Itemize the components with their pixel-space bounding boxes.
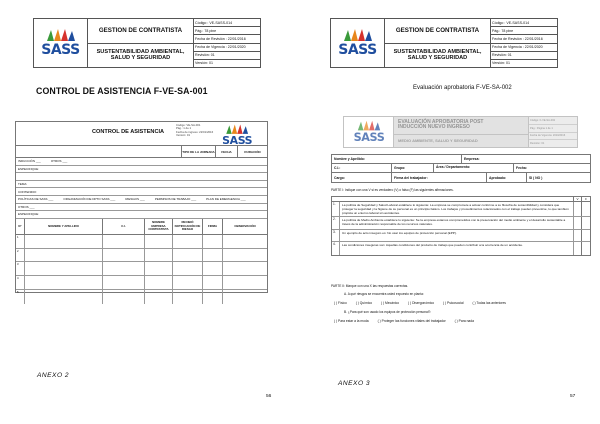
row-number: 4	[16, 276, 25, 289]
option: ( ) Mecánico	[380, 301, 400, 305]
tf-header-spacer	[332, 197, 574, 201]
field-signature: Firma del trabajador:	[392, 173, 487, 182]
field-position: Cargo:	[332, 173, 392, 182]
header-meta-revision: Revisión: 01	[194, 52, 260, 60]
form-title: CONTROL DE ASISTENCIA	[92, 129, 165, 135]
header-logo-cell	[331, 19, 385, 67]
logo-text: SASS	[338, 42, 377, 58]
question-b-options	[334, 319, 482, 323]
info-row	[332, 155, 590, 164]
header-meta	[491, 19, 557, 67]
form-field-politicas: POLÍTICAS DE SASS ___	[18, 197, 54, 202]
form-meta-line: Fecha de ingreso: 22/01/2016	[176, 129, 214, 134]
tf-item	[332, 202, 590, 217]
logo-rays-icon	[225, 124, 250, 135]
sass-logo	[351, 119, 386, 145]
tf-cell-v	[574, 217, 582, 229]
form-row-topics	[16, 196, 267, 204]
header-meta-version: Versión: 01	[195, 61, 213, 66]
eval-meta-line: Revisión: 01	[530, 142, 545, 146]
info-row	[332, 173, 590, 182]
question-a-options	[334, 301, 514, 305]
tf-item-text: Las condiciones inseguras son: Aquellas condiciones del producto de trabajo que pueden contribuir a la ocurrencia de un accidente.	[340, 242, 574, 255]
col-signature: FIRMA	[203, 219, 223, 234]
form-field-organizacion: ORGANIZACIÓN DE DPTO SASS ___	[63, 197, 116, 202]
row-number: 5	[16, 290, 25, 304]
tf-item-text: La política de Medio Ambiente establece lo siguiente: Se la empresa estamos comprometidos con la preservación del medio ambiente y el desarrollo sustentable a través de la administración responsable de los recursos naturales.	[340, 217, 574, 229]
header-area-line2: SALUD Y SEGURIDAD	[407, 55, 468, 62]
form-header	[16, 122, 267, 146]
form-field-otros: OTROS ___	[50, 159, 68, 164]
logo-text: SASS	[222, 134, 253, 148]
form-field-otros2: OTROS ___	[18, 204, 35, 209]
option: ( ) Para nada	[454, 319, 474, 323]
header-title-cell	[385, 19, 491, 67]
eval-info-table	[331, 154, 591, 183]
table-row	[16, 235, 267, 249]
logo-rays-icon	[45, 28, 77, 42]
annex-label: ANEXO 3	[338, 380, 371, 387]
form-meta-line: Código: VE-SA-001	[176, 123, 201, 127]
form-field-especifique2: ESPECIFIQUE:	[18, 212, 40, 217]
section-title: CONTROL DE ASISTENCIA F-VE-SA-001	[36, 86, 208, 96]
header-meta-version: Versión: 01	[492, 61, 510, 66]
table-row	[16, 249, 267, 263]
logo-text: SASS	[353, 131, 384, 144]
header-area-line1: SUSTENTABILIDAD AMBIENTAL,	[96, 48, 185, 55]
tf-item-number: 1.	[332, 202, 340, 216]
eval-meta-line: Pág.: Página 1 de 1	[529, 125, 577, 133]
logo-rays-icon	[342, 28, 374, 42]
col-company: NOMBRE EMPRESA CONTRATISTA	[145, 219, 173, 234]
header-area	[88, 44, 193, 68]
part2-instruction: PARTE II: Marque con una X las respuestas correctas.	[331, 284, 409, 288]
option: ( ) Proteger las funciones vitales del trabajador	[377, 319, 446, 323]
question-b: B. ¿Para qué son usado los equipos de protección personal?:	[344, 310, 432, 314]
sass-logo	[220, 123, 254, 148]
form-field-emergencia: PLAN DE EMERGENCIA ___	[206, 197, 246, 202]
tf-cell-v	[574, 202, 582, 216]
form-row-blank	[16, 173, 267, 181]
tf-item-number: 3.	[332, 230, 340, 242]
table-row	[16, 290, 267, 304]
eval-title-line1: EVALUACIÓN APROBATORIA POST	[398, 118, 484, 125]
tf-item	[332, 230, 590, 243]
form-field-tema: TEMA:	[18, 182, 28, 187]
header-area	[385, 44, 490, 68]
logo-text: SASS	[41, 42, 80, 58]
eval-title-line2: INDUCCIÓN NUEVO INGRESO	[398, 124, 470, 131]
info-row	[332, 164, 590, 173]
header-title-cell	[88, 19, 194, 67]
tf-item	[332, 242, 590, 255]
form-category-spacer	[16, 146, 181, 157]
form-row-induction	[16, 158, 267, 166]
table-row	[16, 276, 267, 290]
right-page	[300, 0, 600, 424]
header-meta-validity-date: Fecha de Vigencia : 22/01/2020	[491, 44, 557, 52]
tf-item-text: La política de Seguridad y Salud Laboral establece lo siguiente: La empresa se compromete a actuar conforme a su filosofía de sostenibilidad y considera que proteger la seguridad y la higiene de su personal es un principio básico. Los trabajos y procedimientos relacionados con el trabajo pueden prevenirse, lo que también propicia un entorno laboral sin accidentes.	[340, 202, 574, 216]
option: ( ) Psicosocial	[443, 301, 464, 305]
field-approved-options: SI ( NO )	[529, 175, 543, 180]
form-field-permisos: PERMISOS DE TRABAJO ___	[154, 197, 197, 202]
row-number: 2	[16, 249, 25, 262]
attendance-form-image	[15, 121, 268, 293]
true-false-table	[331, 196, 591, 256]
form-field-especifique: ESPECIFIQUE:	[18, 166, 40, 171]
eval-meta-line: Código: F-VE-SA-002	[529, 117, 577, 125]
col-number: N°	[16, 219, 25, 234]
eval-header-title	[394, 117, 529, 147]
section-title: Evaluación aprobatoria F-VE-SA-002	[413, 85, 512, 91]
field-approved: Aprobado:	[487, 173, 527, 182]
field-group: Grupo:	[392, 164, 434, 172]
form-category-type: TIPO DE LA JORNADA	[181, 146, 215, 157]
evaluation-form-image	[330, 116, 594, 346]
form-row-topic	[16, 181, 267, 189]
form-field-riesgos: RIESGOS ___	[125, 197, 145, 202]
document-header	[330, 18, 558, 68]
header-meta	[194, 19, 260, 67]
tf-cell-f	[582, 217, 590, 229]
eval-logo-cell	[344, 117, 394, 147]
field-date: Fecha:	[516, 166, 527, 170]
form-row-specify2	[16, 211, 267, 219]
header-meta-revision: Revisión: 01	[491, 52, 557, 60]
header-company: GESTION DE CONTRATISTA	[385, 19, 490, 44]
form-meta	[176, 124, 213, 138]
header-meta-validity-date: Fecha de Vigencia : 22/01/2020	[194, 44, 260, 52]
header-meta-revision-date: Fecha de Revisión : 22/01/2016	[194, 35, 260, 43]
field-name: Nombre y Apellido:	[332, 155, 462, 163]
option: ( ) Para estar a la moda	[334, 319, 369, 323]
eval-header	[343, 116, 578, 148]
tf-item	[332, 217, 590, 230]
header-area-line1: SUSTENTABILIDAD AMBIENTAL,	[393, 48, 482, 55]
tf-header-f: F	[585, 197, 587, 201]
form-field-induccion: INDUCCIÓN ___	[18, 159, 41, 164]
sass-logo	[336, 27, 380, 59]
form-meta-line: Versión: 01	[176, 133, 190, 138]
table-row	[16, 262, 267, 276]
page-number: 56	[266, 394, 272, 399]
eval-area: MEDIO AMBIENTE, SALUD Y SEGURIDAD	[398, 138, 478, 144]
logo-rays-icon	[356, 120, 382, 131]
form-row-content	[16, 188, 267, 196]
form-category-duration: DURACIÓN	[237, 146, 267, 157]
option: ( ) Disergonómico	[408, 301, 435, 305]
col-observation: OBSERVACIÓN	[234, 223, 256, 228]
header-meta-code: Código : VE-SASS-014	[194, 19, 260, 27]
eval-meta	[529, 117, 577, 147]
eval-title	[394, 117, 528, 135]
tf-header-v: V	[574, 197, 582, 201]
form-category-date: FECHA	[215, 146, 237, 157]
tf-item-number: 2.	[332, 217, 340, 229]
tf-cell-f	[582, 202, 590, 216]
header-logo-cell	[34, 19, 88, 67]
row-number: 3	[16, 262, 25, 275]
field-company: Empresa:	[464, 157, 480, 161]
option: ( ) Todas las anteriores	[472, 301, 506, 305]
tf-item-text: Un ejemplo de acto inseguro es: No usar los equipos de protección personal (EPP).	[340, 230, 574, 242]
document-header	[33, 18, 261, 68]
header-meta-code: Código : VE-SASS-014	[491, 19, 557, 27]
col-risk-notice: RECIBIÓ NOTIFICACIÓN DE RIESGO	[173, 219, 203, 234]
form-row-others	[16, 204, 267, 212]
form-row-specify	[16, 166, 267, 174]
form-logo	[220, 123, 254, 148]
header-meta-page: Pág.: 78 pine	[194, 27, 260, 35]
header-company: GESTION DE CONTRATISTA	[88, 19, 193, 44]
tf-item-number: 4.	[332, 242, 340, 255]
form-table-header	[16, 219, 267, 235]
form-meta-line: Pág.: 1 de 1	[176, 126, 192, 131]
header-area-line2: SALUD Y SEGURIDAD	[110, 55, 171, 62]
field-department: Área / Departamento:	[434, 164, 514, 172]
annex-label: ANEXO 2	[37, 372, 70, 379]
tf-cell-v	[574, 230, 582, 242]
part1-instruction: PARTE I: Indique con una V si es verdadero (V) o falso (F) las siguientes afirmaciones.	[331, 188, 454, 192]
tf-cell-v	[574, 242, 582, 255]
eval-meta-line: Fecha de Vigencia: 2010/2016	[529, 133, 577, 141]
page-number: 57	[570, 394, 576, 399]
option: ( ) Físico	[334, 301, 347, 305]
row-number: 1	[16, 235, 25, 248]
question-a: A. A qué riesgos se encuentra usted expuesto en planta:	[344, 292, 424, 296]
header-meta-revision-date: Fecha de Revisión : 22/01/2016	[491, 35, 557, 43]
tf-cell-f	[582, 242, 590, 255]
col-id: C.I.	[103, 219, 145, 234]
header-meta-page: Pág.: 78 pine	[491, 27, 557, 35]
form-field-contenido: CONTENIDO:	[18, 189, 37, 194]
option: ( ) Químico	[355, 301, 373, 305]
sass-logo	[39, 27, 83, 59]
field-id: C.I.:	[332, 164, 392, 172]
tf-cell-f	[582, 230, 590, 242]
col-name: NOMBRE Y APELLIDO	[25, 219, 103, 234]
